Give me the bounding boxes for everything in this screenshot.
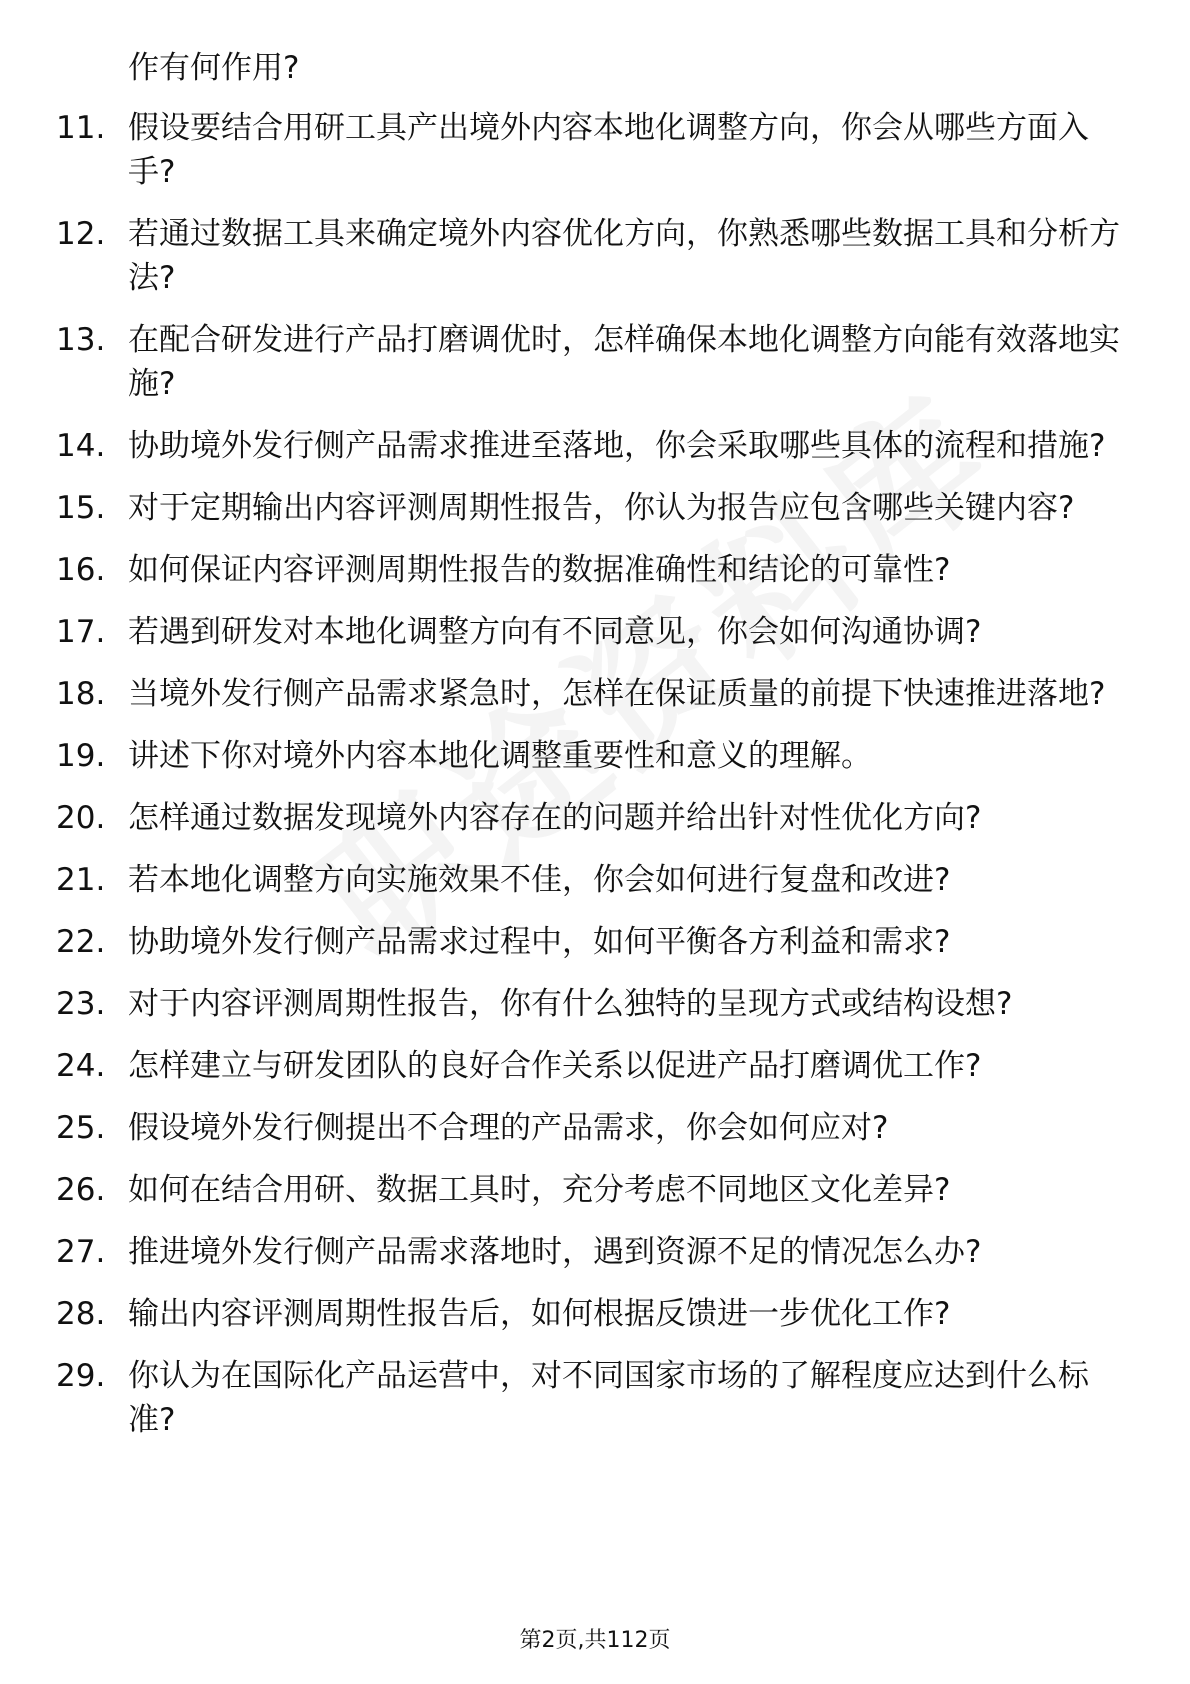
question-item <box>56 858 1126 902</box>
question-item <box>56 610 1126 654</box>
question-text: 协助境外发行侧产品需求过程中，如何平衡各方利益和需求? <box>128 924 951 960</box>
question-number: 13. <box>56 322 106 358</box>
question-number: 11. <box>56 110 106 146</box>
question-number: 25. <box>56 1110 106 1146</box>
question-number: 20. <box>56 800 106 836</box>
question-number: 24. <box>56 1048 106 1084</box>
question-item <box>56 1168 1126 1212</box>
question-item <box>56 106 1126 194</box>
question-text: 若通过数据工具来确定境外内容优化方向，你熟悉哪些数据工具和分析方法? <box>128 216 1120 296</box>
question-item <box>56 920 1126 964</box>
question-item <box>56 548 1126 592</box>
question-text: 假设要结合用研工具产出境外内容本地化调整方向，你会从哪些方面入手? <box>128 110 1089 190</box>
question-item <box>56 672 1126 716</box>
question-text: 假设境外发行侧提出不合理的产品需求，你会如何应对? <box>128 1110 889 1146</box>
question-number: 12. <box>56 216 106 252</box>
question-number: 21. <box>56 862 106 898</box>
question-number: 18. <box>56 676 106 712</box>
continuation-text: 作有何作用? <box>128 50 300 86</box>
question-item <box>56 734 1126 778</box>
question-text: 若遇到研发对本地化调整方向有不同意见，你会如何沟通协调? <box>128 614 982 650</box>
question-number: 14. <box>56 428 106 464</box>
question-item <box>56 212 1126 300</box>
question-text: 如何在结合用研、数据工具时，充分考虑不同地区文化差异? <box>128 1172 951 1208</box>
question-number: 19. <box>56 738 106 774</box>
question-text: 输出内容评测周期性报告后，如何根据反馈进一步优化工作? <box>128 1296 951 1332</box>
question-text: 协助境外发行侧产品需求推进至落地，你会采取哪些具体的流程和措施? <box>128 428 1106 464</box>
question-text: 怎样通过数据发现境外内容存在的问题并给出针对性优化方向? <box>128 800 982 836</box>
question-item <box>56 318 1126 406</box>
question-text: 若本地化调整方向实施效果不佳，你会如何进行复盘和改进? <box>128 862 951 898</box>
question-item <box>56 1230 1126 1274</box>
question-number: 22. <box>56 924 106 960</box>
question-text: 在配合研发进行产品打磨调优时，怎样确保本地化调整方向能有效落地实施? <box>128 322 1120 402</box>
question-item <box>56 1292 1126 1336</box>
question-number: 27. <box>56 1234 106 1270</box>
question-number: 26. <box>56 1172 106 1208</box>
question-number: 28. <box>56 1296 106 1332</box>
question-text: 当境外发行侧产品需求紧急时，怎样在保证质量的前提下快速推进落地? <box>128 676 1106 712</box>
question-item <box>56 424 1126 468</box>
question-text: 怎样建立与研发团队的良好合作关系以促进产品打磨调优工作? <box>128 1048 982 1084</box>
question-item <box>56 1044 1126 1088</box>
page-footer: 第2页,共112页 <box>519 1628 671 1653</box>
question-list <box>56 106 1126 1460</box>
question-text: 对于内容评测周期性报告，你有什么独特的呈现方式或结构设想? <box>128 986 1013 1022</box>
question-text: 如何保证内容评测周期性报告的数据准确性和结论的可靠性? <box>128 552 951 588</box>
question-item <box>56 1106 1126 1150</box>
question-item <box>56 982 1126 1026</box>
question-number: 23. <box>56 986 106 1022</box>
question-item <box>56 1354 1126 1442</box>
question-text: 对于定期输出内容评测周期性报告，你认为报告应包含哪些关键内容? <box>128 490 1075 526</box>
question-text: 推进境外发行侧产品需求落地时，遇到资源不足的情况怎么办? <box>128 1234 982 1270</box>
question-number: 15. <box>56 490 106 526</box>
question-item <box>56 796 1126 840</box>
question-text: 讲述下你对境外内容本地化调整重要性和意义的理解。 <box>128 738 872 774</box>
question-text: 你认为在国际化产品运营中，对不同国家市场的了解程度应达到什么标准? <box>128 1358 1089 1438</box>
question-number: 29. <box>56 1358 106 1394</box>
question-number: 16. <box>56 552 106 588</box>
question-number: 17. <box>56 614 106 650</box>
question-item <box>56 486 1126 530</box>
